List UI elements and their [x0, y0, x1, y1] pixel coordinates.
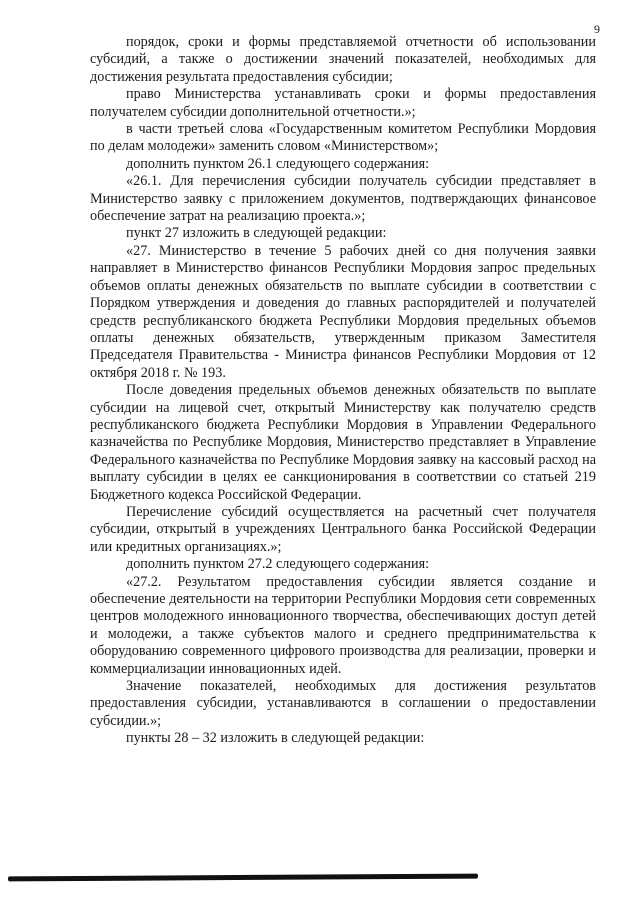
paragraph-replace-words: в части третьей слова «Государственным комитетом Республики Мордовия по делам молодежи» заменить словом «Министерством»; [90, 121, 596, 155]
document-body [90, 34, 596, 748]
paragraph-reporting-order: порядок, сроки и формы представляемой отчетности об использовании субсидий, а также о достижении значений показателей, необходимых для достижения результата предоставления субсидии; [90, 34, 596, 85]
paragraph-item-26-1: «26.1. Для перечисления субсидии получатель субсидии представляет в Министерство заявку с приложением документов, подтверждающих финансовое обеспечение затрат на реализацию проекта.»; [90, 173, 596, 225]
paragraph-item-27-intro: пункт 27 изложить в следующей редакции: [126, 225, 387, 242]
paragraph-items-28-32: пункты 28 – 32 изложить в следующей редакции: [126, 730, 425, 747]
scan-edge-bar [8, 874, 478, 882]
paragraph-indicators: Значение показателей, необходимых для достижения результатов предоставления субсидии, устанавливаются в соглашении о предоставлении субсидии.»; [90, 678, 596, 729]
paragraph-add-27-2: дополнить пунктом 27.2 следующего содержания: [126, 556, 430, 573]
paragraph-transfer: Перечисление субсидий осуществляется на расчетный счет получателя субсидии, открытый в учреждениях Центрального банка Российской Федерации или кредитных организациях.»; [90, 503, 596, 555]
paragraph-add-26-1: дополнить пунктом 26.1 следующего содержания: [126, 155, 430, 172]
paragraph-ministry-right: право Министерства устанавливать сроки и формы предоставления получателем субсидии дополнительной отчетности.»; [90, 86, 596, 120]
page-number: 9 [594, 22, 600, 36]
paragraph-item-27-2: «27.2. Результатом предоставления субсидии является создание и обеспечение деятельности на территории Республики Мордовия сети современных центров молодежного инновационного творчества, обеспечивающих доступ детей и молодежи, а также субъектов малого и среднего предпринимательства к оборудованию современного цифрового производства для реализации, проверки и коммерциализации инновационных идей. [90, 573, 596, 677]
paragraph-limits: После доведения предельных объемов денежных обязательств по выплате субсидии на лицевой счет, открытый Министерству как получателю средств республиканского бюджета Республики Мордовия в Управлении Федерального казначейства по Республике Мордовия, Министерство представляет в Управление Федерального казначейства по Республике Мордовия заявку на кассовый расход на выплату субсидии в целях ее санкционирования в соответствии со статьей 219 Бюджетного кодекса Российской Федерации. [90, 382, 596, 503]
paragraph-item-27: «27. Министерство в течение 5 рабочих дней со дня получения заявки направляет в Министерство финансов Республики Мордовия запрос предельных объемов оплаты денежных обязательств по выплате субсидии в соответствии с Порядком утверждения и доведения до главных распорядителей и получателей средств республиканского бюджета Республики Мордовия предельных объемов оплаты денежных обязательств, утвержденным приказом Заместителя Председателя Правительства - Министра финансов Республики Мордовия от 12 октября 2018 г. № 193. [90, 242, 596, 381]
